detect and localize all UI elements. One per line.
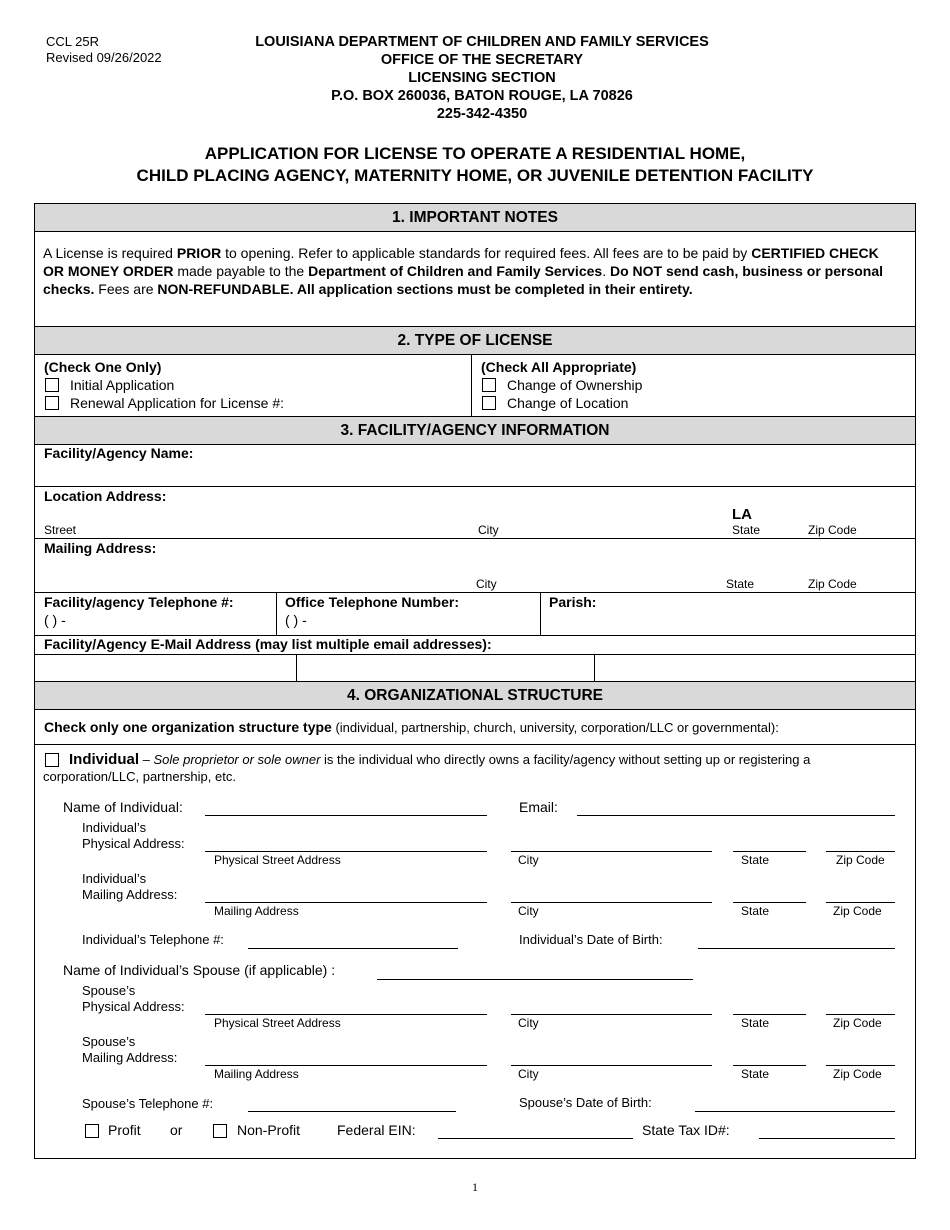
sp-mail-city-field[interactable] bbox=[511, 1065, 712, 1066]
sp-mail-state-field[interactable] bbox=[733, 1065, 806, 1066]
email-field-3[interactable] bbox=[596, 655, 914, 681]
zip-caption: Zip Code bbox=[833, 1016, 882, 1030]
city-caption: City bbox=[518, 853, 539, 867]
mailing-address-caption: Mailing Address bbox=[214, 1067, 299, 1081]
form-id: CCL 25R bbox=[46, 34, 99, 49]
state-caption: State bbox=[732, 523, 761, 537]
individual-email-label: Email: bbox=[519, 799, 558, 815]
check-one-title: (Check One Only) bbox=[44, 359, 162, 375]
nonprofit-label: Non-Profit bbox=[237, 1122, 301, 1138]
city-caption: City bbox=[478, 523, 499, 537]
state-caption: State bbox=[741, 1016, 770, 1030]
state-caption: State bbox=[741, 904, 770, 918]
change-ownership-checkbox[interactable] bbox=[482, 378, 496, 392]
ind-mail-street-field[interactable] bbox=[205, 902, 487, 903]
ind-mail-label-1: Individual’s bbox=[82, 871, 147, 886]
sp-phys-street-field[interactable] bbox=[205, 1014, 487, 1015]
org-address: P.O. BOX 260036, BATON ROUGE, LA 70826 bbox=[331, 88, 633, 104]
org-office: OFFICE OF THE SECRETARY bbox=[380, 52, 584, 68]
ind-phone-label: Individual’s Telephone #: bbox=[82, 932, 224, 947]
org-phone: 225-342-4350 bbox=[436, 106, 528, 122]
sp-phys-city-field[interactable] bbox=[511, 1014, 712, 1015]
zip-caption: Zip Code bbox=[833, 1067, 882, 1081]
individual-email-field[interactable] bbox=[577, 815, 895, 816]
ind-mail-city-field[interactable] bbox=[511, 902, 712, 903]
org-name: LOUISIANA DEPARTMENT OF CHILDREN AND FAMILY SERVICES bbox=[255, 34, 709, 50]
divider bbox=[594, 655, 595, 682]
office-phone-field[interactable]: ( ) - bbox=[285, 612, 307, 628]
location-address-label: Location Address: bbox=[44, 488, 167, 504]
facility-name-field[interactable] bbox=[220, 446, 910, 484]
city-caption: City bbox=[518, 1016, 539, 1030]
mailing-address-caption: Mailing Address bbox=[214, 904, 299, 918]
important-notes-text: A License is required PRIOR to opening. Refer to applicable standards for required fees. All fees are to be paid by CERTIFIED CHECK OR MONEY ORDER made payable to the Department of Children and Family Services. Do NOT send cash, business or personal checks. Fees are NON-REFUNDABLE. All application sections must be completed in their entirety. bbox=[43, 245, 884, 297]
city-caption: City bbox=[518, 904, 539, 918]
ind-dob-field[interactable] bbox=[698, 948, 895, 949]
sp-phys-label-1: Spouse’s bbox=[82, 983, 136, 998]
section-3-heading: 3. FACILITY/AGENCY INFORMATION bbox=[35, 416, 915, 445]
email-address-label: Facility/Agency E-Mail Address (may list multiple email addresses): bbox=[44, 636, 492, 652]
state-caption: State bbox=[741, 853, 770, 867]
office-phone-label: Office Telephone Number: bbox=[285, 594, 459, 610]
row-line bbox=[35, 744, 915, 745]
name-of-individual-label: Name of Individual: bbox=[63, 799, 183, 815]
divider bbox=[296, 655, 297, 682]
page-number: 1 bbox=[472, 1180, 478, 1194]
zip-caption: Zip Code bbox=[808, 523, 857, 537]
street-caption: Street bbox=[44, 523, 77, 537]
sp-phys-label-2: Physical Address: bbox=[82, 999, 185, 1014]
org-structure-instructions: Check only one organization structure type (individual, partnership, church, university, corporation/LLC or governmental): bbox=[44, 719, 779, 735]
row-line bbox=[35, 486, 915, 487]
mailing-address-field[interactable] bbox=[44, 558, 904, 576]
change-ownership-label: Change of Ownership bbox=[507, 377, 643, 393]
facility-name-label: Facility/Agency Name: bbox=[44, 445, 194, 461]
change-location-checkbox[interactable] bbox=[482, 396, 496, 410]
section-2-heading: 2. TYPE OF LICENSE bbox=[35, 326, 915, 355]
individual-description: Individual – Sole proprietor or sole owner is the individual who directly owns a facility/agency without setting up or registering a corporation/LLC, partnership, etc. bbox=[43, 751, 811, 784]
change-location-label: Change of Location bbox=[507, 395, 629, 411]
sp-mail-street-field[interactable] bbox=[205, 1065, 487, 1066]
sp-phys-state-field[interactable] bbox=[733, 1014, 806, 1015]
row-line bbox=[35, 538, 915, 539]
mailing-address-label: Mailing Address: bbox=[44, 540, 157, 556]
phys-street-caption: Physical Street Address bbox=[214, 1016, 341, 1030]
ind-phys-label-2: Physical Address: bbox=[82, 836, 185, 851]
divider bbox=[540, 593, 541, 635]
mailing-zip-caption: Zip Code bbox=[808, 577, 857, 591]
section-4-heading: 4. ORGANIZATIONAL STRUCTURE bbox=[35, 681, 915, 710]
divider bbox=[471, 354, 472, 416]
name-of-individual-field[interactable] bbox=[205, 815, 487, 816]
sp-dob-field[interactable] bbox=[695, 1111, 895, 1112]
email-field-2[interactable] bbox=[298, 655, 592, 681]
initial-application-checkbox[interactable] bbox=[45, 378, 59, 392]
sp-phone-field[interactable] bbox=[248, 1111, 456, 1112]
spouse-name-field[interactable] bbox=[377, 979, 693, 980]
sp-phys-zip-field[interactable] bbox=[826, 1014, 895, 1015]
federal-ein-label: Federal EIN: bbox=[337, 1122, 416, 1138]
nonprofit-checkbox[interactable] bbox=[213, 1124, 227, 1138]
form-title-line2: CHILD PLACING AGENCY, MATERNITY HOME, OR JUVENILE DETENTION FACILITY bbox=[136, 166, 814, 185]
profit-label: Profit bbox=[108, 1122, 141, 1138]
sp-phone-label: Spouse’s Telephone #: bbox=[82, 1096, 214, 1111]
mailing-state-caption: State bbox=[726, 577, 755, 591]
state-caption: State bbox=[741, 1067, 770, 1081]
ind-phys-state-field[interactable] bbox=[733, 851, 806, 852]
ind-dob-label: Individual’s Date of Birth: bbox=[519, 932, 663, 947]
phys-street-caption: Physical Street Address bbox=[214, 853, 341, 867]
section-1-heading: 1. IMPORTANT NOTES bbox=[35, 203, 915, 232]
ind-phys-city-field[interactable] bbox=[511, 851, 712, 852]
city-caption: City bbox=[518, 1067, 539, 1081]
ind-mail-label-2: Mailing Address: bbox=[82, 887, 178, 902]
location-address-field[interactable] bbox=[44, 506, 904, 524]
row-line bbox=[35, 592, 915, 593]
initial-application-label: Initial Application bbox=[70, 377, 175, 393]
zip-caption: Zip Code bbox=[836, 853, 885, 867]
renewal-application-label: Renewal Application for License #: bbox=[70, 395, 285, 411]
ind-phys-zip-field[interactable] bbox=[826, 851, 895, 852]
mailing-city-caption: City bbox=[476, 577, 497, 591]
check-all-title: (Check All Appropriate) bbox=[481, 359, 637, 375]
email-field-1[interactable] bbox=[36, 655, 294, 681]
parish-field[interactable] bbox=[606, 596, 906, 630]
zip-caption: Zip Code bbox=[833, 904, 882, 918]
sp-mail-zip-field[interactable] bbox=[826, 1065, 895, 1066]
renewal-application-checkbox[interactable] bbox=[45, 396, 59, 410]
or-label: or bbox=[170, 1122, 183, 1138]
location-state-value: LA bbox=[732, 506, 752, 523]
sp-mail-label-1: Spouse’s bbox=[82, 1034, 136, 1049]
ind-mail-zip-field[interactable] bbox=[826, 902, 895, 903]
federal-ein-field[interactable] bbox=[438, 1138, 633, 1139]
revised-date: Revised 09/26/2022 bbox=[46, 50, 162, 65]
parish-label: Parish: bbox=[549, 594, 597, 610]
profit-checkbox[interactable] bbox=[85, 1124, 99, 1138]
org-section: LICENSING SECTION bbox=[408, 70, 556, 86]
ind-phys-label-1: Individual’s bbox=[82, 820, 147, 835]
state-tax-id-field[interactable] bbox=[759, 1138, 895, 1139]
form-title-line1: APPLICATION FOR LICENSE TO OPERATE A RESIDENTIAL HOME, bbox=[204, 144, 746, 163]
sp-mail-label-2: Mailing Address: bbox=[82, 1050, 178, 1065]
divider bbox=[276, 593, 277, 635]
ind-phone-field[interactable] bbox=[248, 948, 458, 949]
sp-dob-label: Spouse’s Date of Birth: bbox=[519, 1095, 652, 1110]
facility-phone-field[interactable]: ( ) - bbox=[44, 612, 66, 628]
ind-phys-street-field[interactable] bbox=[205, 851, 487, 852]
spouse-name-label: Name of Individual’s Spouse (if applicable) : bbox=[63, 962, 336, 978]
ind-mail-state-field[interactable] bbox=[733, 902, 806, 903]
facility-phone-label: Facility/agency Telephone #: bbox=[44, 594, 234, 610]
state-tax-id-label: State Tax ID#: bbox=[642, 1122, 730, 1138]
